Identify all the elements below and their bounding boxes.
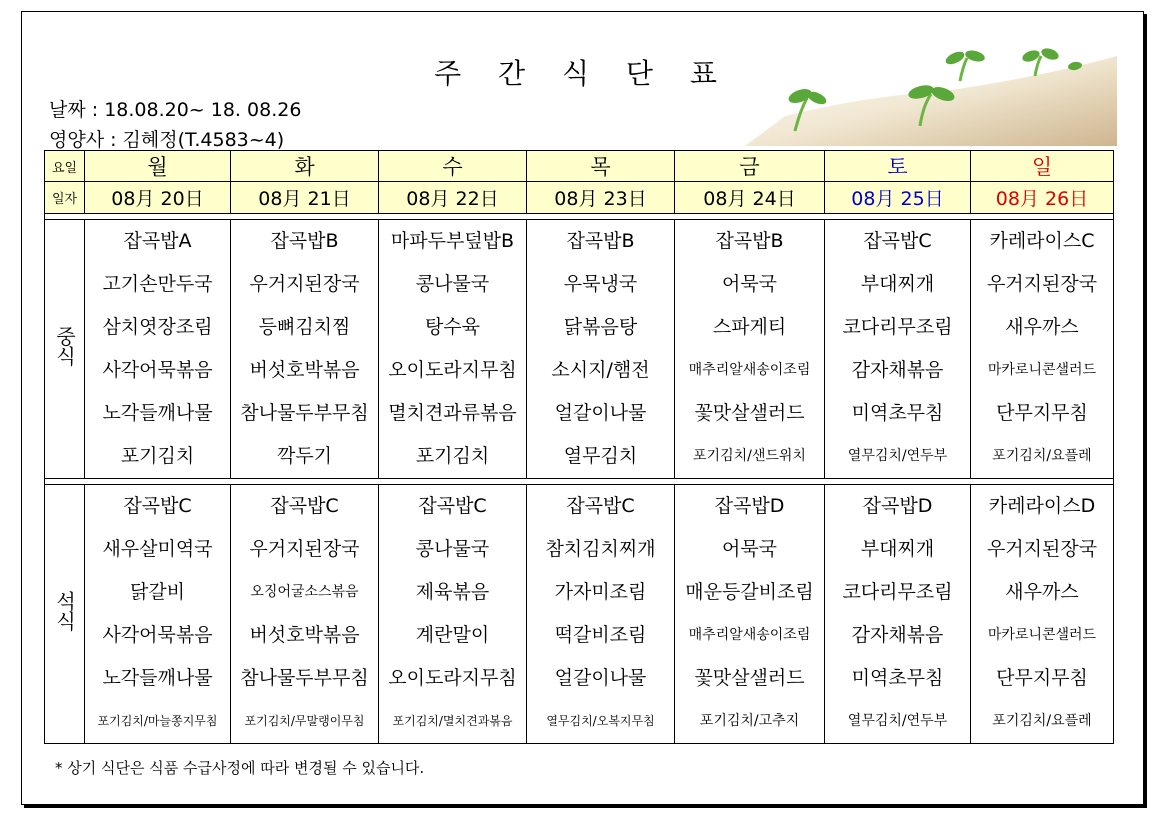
lunch-day-cell xyxy=(825,220,971,479)
menu-item: 미역초무침 xyxy=(851,667,944,689)
date-label: 일자 xyxy=(45,182,85,214)
menu-item: 가자미조림 xyxy=(554,581,647,603)
menu-item: 포기김치 xyxy=(120,445,195,467)
lunch-day-cell xyxy=(379,220,527,479)
date-header-row xyxy=(45,182,1114,214)
menu-item: 오이도라지무침 xyxy=(388,667,517,689)
menu-item: 노각들깨나물 xyxy=(102,402,213,424)
menu-item: 계란말이 xyxy=(415,624,490,646)
menu-item: 새우살미역국 xyxy=(102,538,213,560)
date-cell-saturday: 08月 25日 xyxy=(825,182,971,214)
menu-item: 매운등갈비조림 xyxy=(685,581,814,603)
menu-item: 어묵국 xyxy=(721,538,778,560)
menu-item: 카레라이스D xyxy=(988,495,1096,517)
lunch-day-cell xyxy=(527,220,675,479)
lunch-label-text: 중식 xyxy=(52,326,77,366)
menu-item: 꽃맛살샐러드 xyxy=(694,402,805,424)
sprout-illustration xyxy=(745,36,1117,146)
menu-item: 잡곡밥C xyxy=(418,495,487,517)
dinner-menu-list xyxy=(85,485,230,743)
menu-item: 잡곡밥D xyxy=(862,495,933,517)
dietitian-info: 영양사 : 김혜정(T.4583~4) xyxy=(49,129,285,151)
menu-item: 부대찌개 xyxy=(860,538,935,560)
lunch-day-cell xyxy=(675,220,825,479)
menu-item: 포기김치/샌드위치 xyxy=(693,448,806,464)
menu-item: 마카로니콘샐러드 xyxy=(987,627,1097,643)
date-cell-sunday: 08月 26日 xyxy=(971,182,1114,214)
menu-item: 열무김치/연두부 xyxy=(847,448,948,464)
menu-item: 감자채볶음 xyxy=(851,624,944,646)
menu-item: 사각어묵볶음 xyxy=(102,624,213,646)
menu-item: 잡곡밥C xyxy=(566,495,635,517)
day-cell-saturday: 토 xyxy=(825,151,971,182)
dinner-menu-list xyxy=(675,485,824,743)
menu-item: 잡곡밥C xyxy=(123,495,192,517)
menu-item: 포기김치/요플레 xyxy=(992,448,1092,464)
day-label: 요일 xyxy=(45,151,85,182)
day-cell: 월 xyxy=(85,151,231,182)
lunch-menu-list xyxy=(675,220,824,478)
menu-item: 코다리무조림 xyxy=(842,316,953,338)
menu-item: 고기손만두국 xyxy=(102,273,213,295)
weekly-menu-table xyxy=(44,150,1114,744)
dinner-day-cell xyxy=(231,485,379,744)
menu-item: 잡곡밥B xyxy=(715,230,784,252)
menu-item: 잡곡밥C xyxy=(270,495,339,517)
dinner-day-cell xyxy=(971,485,1114,744)
dinner-day-cell xyxy=(825,485,971,744)
menu-item: 잡곡밥B xyxy=(270,230,339,252)
dinner-day-cell xyxy=(379,485,527,744)
menu-item: 멸치견과류볶음 xyxy=(388,402,517,424)
menu-item: 오이도라지무침 xyxy=(388,359,517,381)
lunch-menu-list xyxy=(825,220,970,478)
menu-item: 잡곡밥B xyxy=(566,230,635,252)
menu-item: 버섯호박볶음 xyxy=(249,359,360,381)
dinner-menu-list xyxy=(379,485,526,743)
menu-item: 마카로니콘샐러드 xyxy=(987,362,1097,378)
dinner-row xyxy=(45,485,1114,744)
dinner-day-cell xyxy=(85,485,231,744)
menu-item: 포기김치/요플레 xyxy=(992,713,1092,729)
menu-item: 카레라이스C xyxy=(989,230,1095,252)
date-range: 날짜 : 18.08.20~ 18. 08.26 xyxy=(49,99,302,121)
day-cell: 목 xyxy=(527,151,675,182)
menu-item: 잡곡밥D xyxy=(714,495,785,517)
dinner-day-cell xyxy=(675,485,825,744)
menu-item: 포기김치/고추지 xyxy=(699,713,800,729)
day-header-row xyxy=(45,151,1114,182)
menu-item: 떡갈비조림 xyxy=(554,624,647,646)
menu-item: 닭갈비 xyxy=(129,581,186,603)
date-cell: 08月 24日 xyxy=(675,182,825,214)
lunch-row xyxy=(45,220,1114,479)
menu-item: 새우까스 xyxy=(1005,316,1079,338)
menu-item: 감자채볶음 xyxy=(851,359,944,381)
menu-item: 마파두부덮밥B xyxy=(390,230,515,252)
menu-item: 단무지무침 xyxy=(996,402,1088,424)
menu-item: 꽃맛살샐러드 xyxy=(694,667,805,689)
menu-item: 부대찌개 xyxy=(860,273,935,295)
menu-item: 포기김치/멸치견과볶음 xyxy=(392,714,513,728)
footnote: * 상기 식단은 식품 수급사정에 따라 변경될 수 있습니다. xyxy=(55,759,425,777)
menu-item: 오징어굴소스볶음 xyxy=(250,584,359,600)
menu-item: 매추리알새송이조림 xyxy=(688,627,811,643)
menu-item: 등뼈김치찜 xyxy=(258,316,351,338)
dinner-menu-list xyxy=(527,485,674,743)
menu-item: 포기김치/무말랭이무침 xyxy=(244,714,365,728)
menu-item: 우거지된장국 xyxy=(249,538,360,560)
menu-item: 열무김치 xyxy=(563,445,638,467)
lunch-day-cell xyxy=(231,220,379,479)
lunch-menu-list xyxy=(85,220,230,478)
dinner-menu-list xyxy=(825,485,970,743)
menu-item: 열무김치/오복지무침 xyxy=(546,714,655,728)
menu-item: 참나물두부무침 xyxy=(240,667,369,689)
menu-item: 우거지된장국 xyxy=(986,273,1098,295)
day-cell: 금 xyxy=(675,151,825,182)
menu-item: 얼갈이나물 xyxy=(554,402,647,424)
menu-item: 포기김치 xyxy=(415,445,490,467)
lunch-menu-list xyxy=(379,220,526,478)
lunch-day-cell xyxy=(971,220,1114,479)
lunch-day-cell xyxy=(85,220,231,479)
menu-item: 소시지/햄전 xyxy=(551,359,650,381)
menu-item: 콩나물국 xyxy=(415,273,490,295)
date-cell: 08月 20日 xyxy=(85,182,231,214)
dinner-menu-list xyxy=(971,485,1113,743)
lunch-menu-list xyxy=(527,220,674,478)
menu-item: 버섯호박볶음 xyxy=(249,624,360,646)
menu-item: 단무지무침 xyxy=(996,667,1088,689)
menu-item: 우거지된장국 xyxy=(249,273,360,295)
menu-item: 매추리알새송이조림 xyxy=(688,362,811,378)
menu-item: 새우까스 xyxy=(1005,581,1079,603)
date-cell: 08月 22日 xyxy=(379,182,527,214)
menu-item: 삼치엿장조림 xyxy=(102,316,213,338)
menu-item: 참나물두부무침 xyxy=(240,402,369,424)
day-cell-sunday: 일 xyxy=(971,151,1114,182)
menu-item: 스파게티 xyxy=(712,316,787,338)
menu-item: 코다리무조림 xyxy=(842,581,953,603)
day-cell: 수 xyxy=(379,151,527,182)
menu-item: 얼갈이나물 xyxy=(554,667,647,689)
dinner-day-cell xyxy=(527,485,675,744)
menu-item: 우거지된장국 xyxy=(986,538,1098,560)
day-cell: 화 xyxy=(231,151,379,182)
date-cell: 08月 23日 xyxy=(527,182,675,214)
lunch-label xyxy=(45,220,85,479)
menu-item: 우묵냉국 xyxy=(563,273,638,295)
date-cell: 08月 21日 xyxy=(231,182,379,214)
menu-item: 잡곡밥A xyxy=(123,230,192,252)
menu-item: 열무김치/연두부 xyxy=(847,713,948,729)
lunch-menu-list xyxy=(971,220,1113,478)
menu-item: 포기김치/마늘쫑지무침 xyxy=(97,714,218,728)
menu-item: 참치김치찌개 xyxy=(545,538,656,560)
menu-item: 미역초무침 xyxy=(851,402,944,424)
menu-item: 제육볶음 xyxy=(415,581,490,603)
menu-item: 어묵국 xyxy=(721,273,778,295)
menu-item: 노각들깨나물 xyxy=(102,667,213,689)
page-title: 주 간 식 단 표 xyxy=(434,57,731,90)
dinner-label xyxy=(45,485,85,744)
menu-item: 잡곡밥C xyxy=(863,230,932,252)
menu-item: 깍두기 xyxy=(276,445,333,467)
menu-item: 탕수육 xyxy=(424,316,481,338)
menu-item: 닭볶음탕 xyxy=(563,316,638,338)
dinner-menu-list xyxy=(231,485,378,743)
menu-item: 콩나물국 xyxy=(415,538,490,560)
menu-item: 사각어묵볶음 xyxy=(102,359,213,381)
dinner-label-text: 석식 xyxy=(52,591,77,631)
lunch-menu-list xyxy=(231,220,378,478)
